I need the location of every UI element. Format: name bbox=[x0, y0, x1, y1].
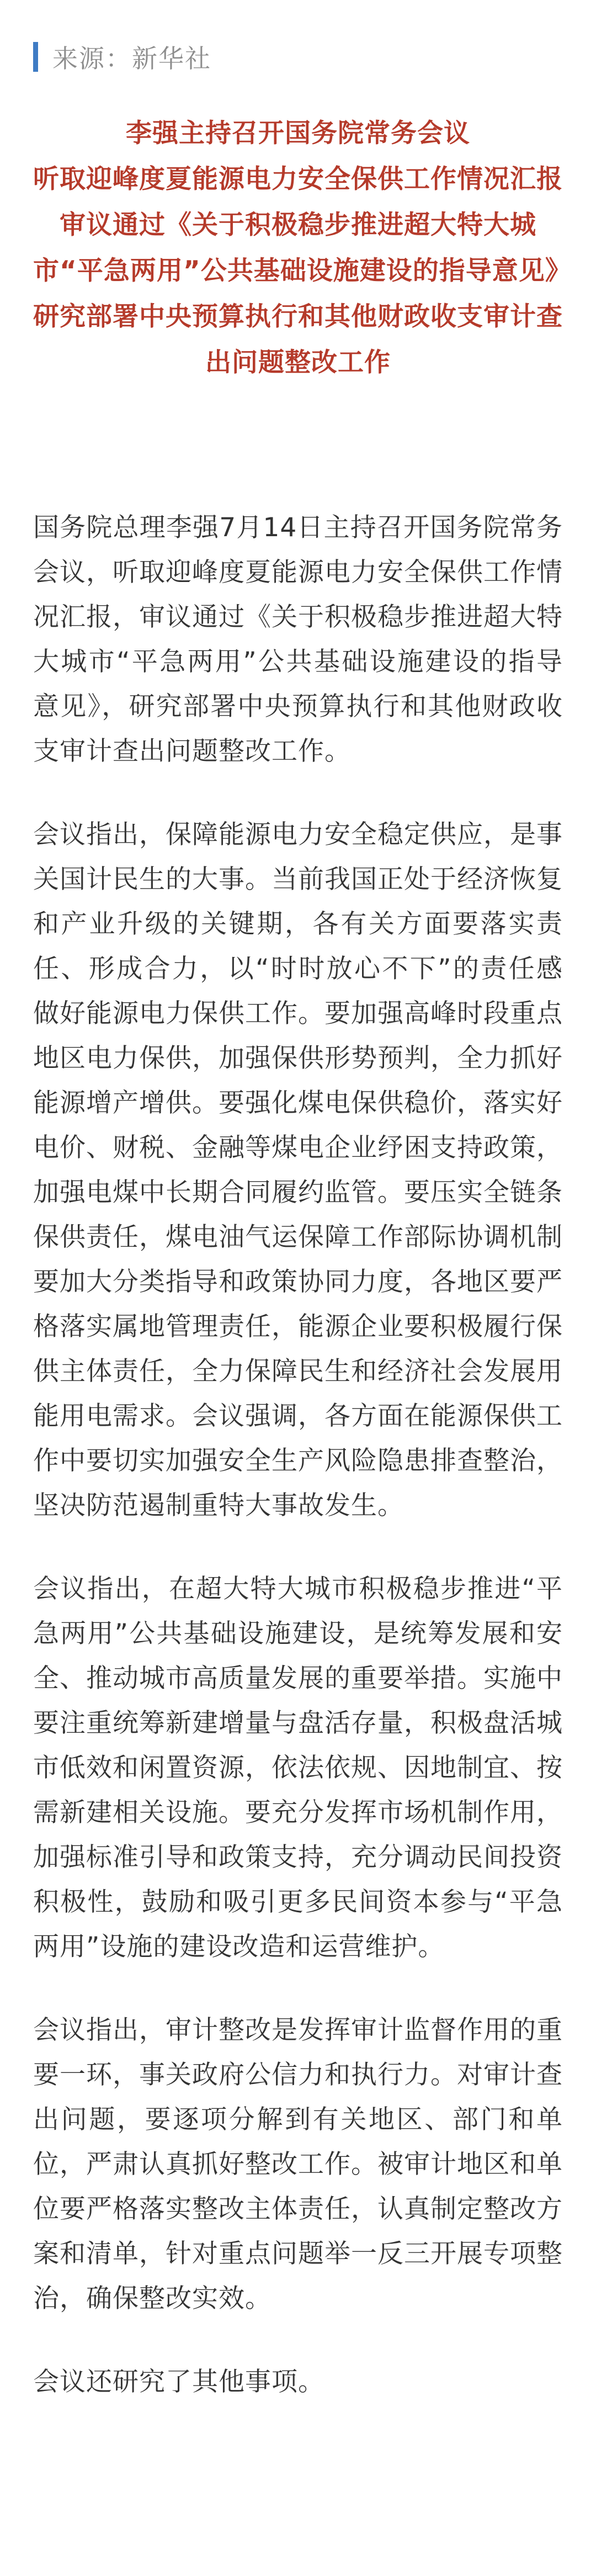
source-label: 来源：新华社 bbox=[52, 44, 211, 73]
body-paragraph-5: 会议还研究了其他事项。 bbox=[33, 2367, 324, 2397]
body-paragraph-3: 会议指出，在超大特大城市积极稳步推进“平急两用”公共基础设施建设，是统筹发展和安全、推动城市高质量发展的重要举措。实施中要注重统筹新建增量与盘活存量，积极盘活城市低效和闲置资源，依法依规、因地制宜、按需新建相关设施。要充分发挥市场机制作用，加强标准引导和政策支持，充分调动民间投资积极性，鼓励和吸引更多民间资本参与“平急两用”设施的建设改造和运营维护。 bbox=[33, 1574, 563, 1962]
headline-line-2: 听取迎峰度夏能源电力安全保供工作情况汇报 bbox=[33, 164, 563, 194]
body-paragraph-2: 会议指出，保障能源电力安全稳定供应，是事关国计民生的大事。当前我国正处于经济恢复和产业升级的关键期，各有关方面要落实责任、形成合力，以“时时放心不下”的责任感做好能源电力保供工作。要加强高峰时段重点地区电力保供，加强保供形势预判，全力抓好能源增产增供。要强化煤电保供稳价，落实好电价、财税、金融等煤电企业纾困支持政策，加强电煤中长期合同履约监管。要压实全链条保供责任，煤电油气运保障工作部际协调机制要加大分类指导和政策协同力度，各地区要严格落实属地管理责任，能源企业要积极履行保供主体责任，全力保障民生和经济社会发展用能用电需求。会议强调，各方面在能源保供工作中要切实加强安全生产风险隐患排查整治，坚决防范遏制重特大事故发生。 bbox=[33, 819, 563, 1521]
headline-line-4: 研究部署中央预算执行和其他财政收支审计查出问题整改工作 bbox=[33, 301, 563, 378]
headline-line-1: 李强主持召开国务院常务会议 bbox=[126, 118, 470, 149]
source-line bbox=[33, 32, 211, 82]
article-body bbox=[33, 505, 563, 2443]
body-paragraph-1: 国务院总理李强7月14日主持召开国务院常务会议，听取迎峰度夏能源电力安全保供工作情况汇报，审议通过《关于积极稳步推进超大特大城市“平急两用”公共基础设施建设的指导意见》，研究部署中央预算执行和其他财政收支审计查出问题整改工作。 bbox=[33, 512, 563, 766]
body-paragraph-4: 会议指出，审计整改是发挥审计监督作用的重要一环，事关政府公信力和执行力。对审计查出问题，要逐项分解到有关地区、部门和单位，严肃认真抓好整改工作。被审计地区和单位要严格落实整改主体责任，认真制定整改方案和清单，针对重点问题举一反三开展专项整治，确保整改实效。 bbox=[33, 2015, 563, 2314]
source-accent-bar bbox=[33, 42, 38, 72]
headline-block bbox=[33, 110, 572, 385]
headline-line-3: 审议通过《关于积极稳步推进超大特大城市“平急两用”公共基础设施建设的指导意见》 bbox=[33, 210, 572, 286]
